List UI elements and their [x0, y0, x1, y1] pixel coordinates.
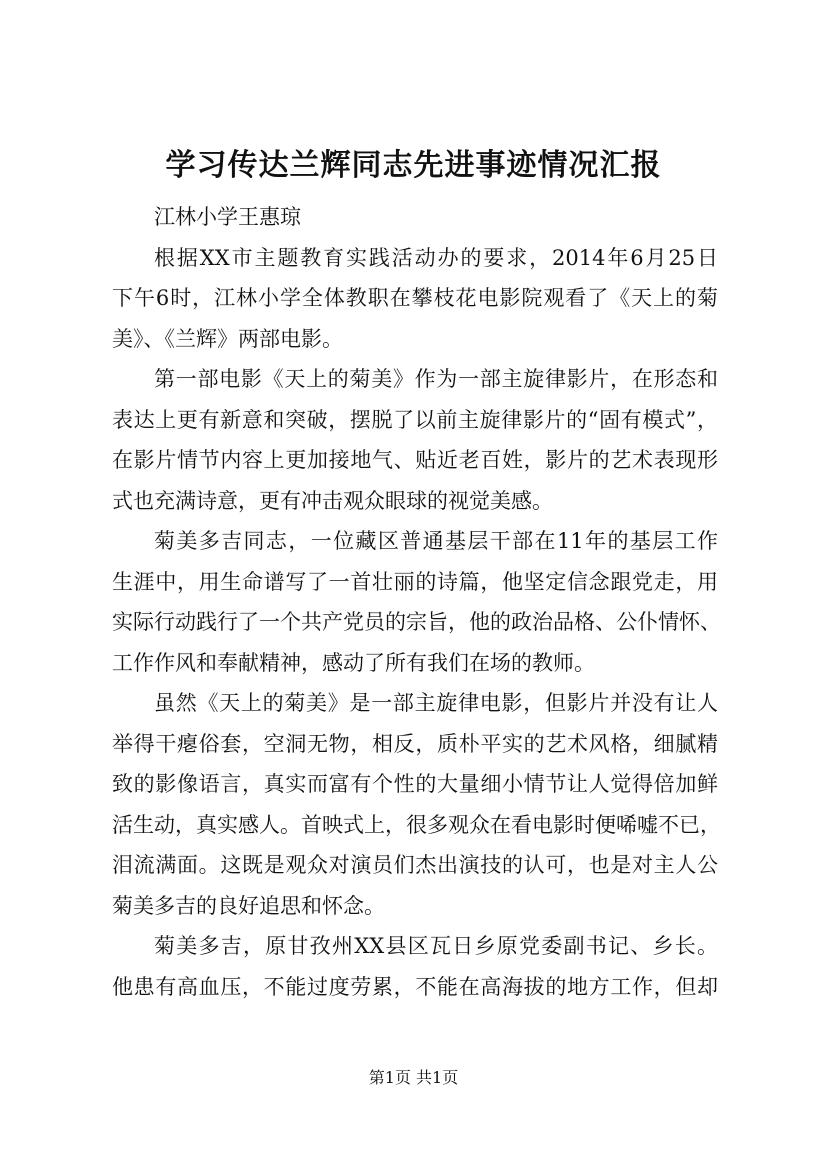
body-line: 第一部电影《天上的菊美》作为一部主旋律影片，在形态和 [154, 367, 718, 391]
body-line: 实际行动践行了一个共产党员的宗旨，他的政治品格、公仆情怀、 [112, 610, 721, 634]
body-line: 下午6时，江林小学全体教职在攀枝花电影院观看了《天上的菊 [112, 286, 718, 310]
body-line: 虽然《天上的菊美》是一部主旋律电影，但影片并没有让人 [154, 691, 718, 715]
body-line: 菊美多吉的良好追思和怀念。 [112, 893, 385, 918]
body-line: 菊美多吉同志，一位藏区普通基层干部在11年的基层工作 [154, 529, 718, 553]
page-footer: 第1页 共1页 [368, 1068, 459, 1087]
document-body [112, 197, 721, 1007]
body-line: 菊美多吉，原甘孜州XX县区瓦日乡原党委副书记、乡长。 [154, 934, 718, 958]
body-line: 美》、《兰辉》两部电影。 [112, 326, 343, 351]
body-line: 表达上更有新意和突破，摆脱了以前主旋律影片的“固有模式”， [112, 407, 718, 432]
body-line: 生涯中，用生命谱写了一首壮丽的诗篇，他坚定信念跟党走，用 [112, 569, 718, 594]
body-line: 他患有高血压，不能过度劳累，不能在高海拔的地方工作，但却 [112, 974, 718, 999]
body-line: 在影片情节内容上更加接地气、贴近老百姓，影片的艺术表现形 [112, 448, 718, 472]
body-line: 致的影像语言，真实而富有个性的大量细小情节让人觉得倍加鲜 [112, 772, 718, 796]
body-line: 举得干瘪俗套，空洞无物，相反，质朴平实的艺术风格，细腻精 [112, 731, 718, 756]
paragraph-lines [112, 238, 721, 1008]
body-line: 式也充满诗意，更有冲击观众眼球的视觉美感。 [112, 488, 553, 513]
body-line: 工作作风和奉献精神，感动了所有我们在场的教师。 [112, 650, 595, 675]
document-title: 学习传达兰辉同志先进事迹情况汇报 [165, 148, 662, 183]
body-line: 根据XX市主题教育实践活动办的要求，2014年6月25日 [154, 245, 718, 270]
body-line: 泪流满面。这既是观众对演员们杰出演技的认可，也是对主人公 [112, 853, 718, 877]
author-line: 江林小学王惠琼 [154, 205, 301, 229]
body-line: 活生动，真实感人。首映式上，很多观众在看电影时便唏嘘不已， [112, 812, 721, 837]
